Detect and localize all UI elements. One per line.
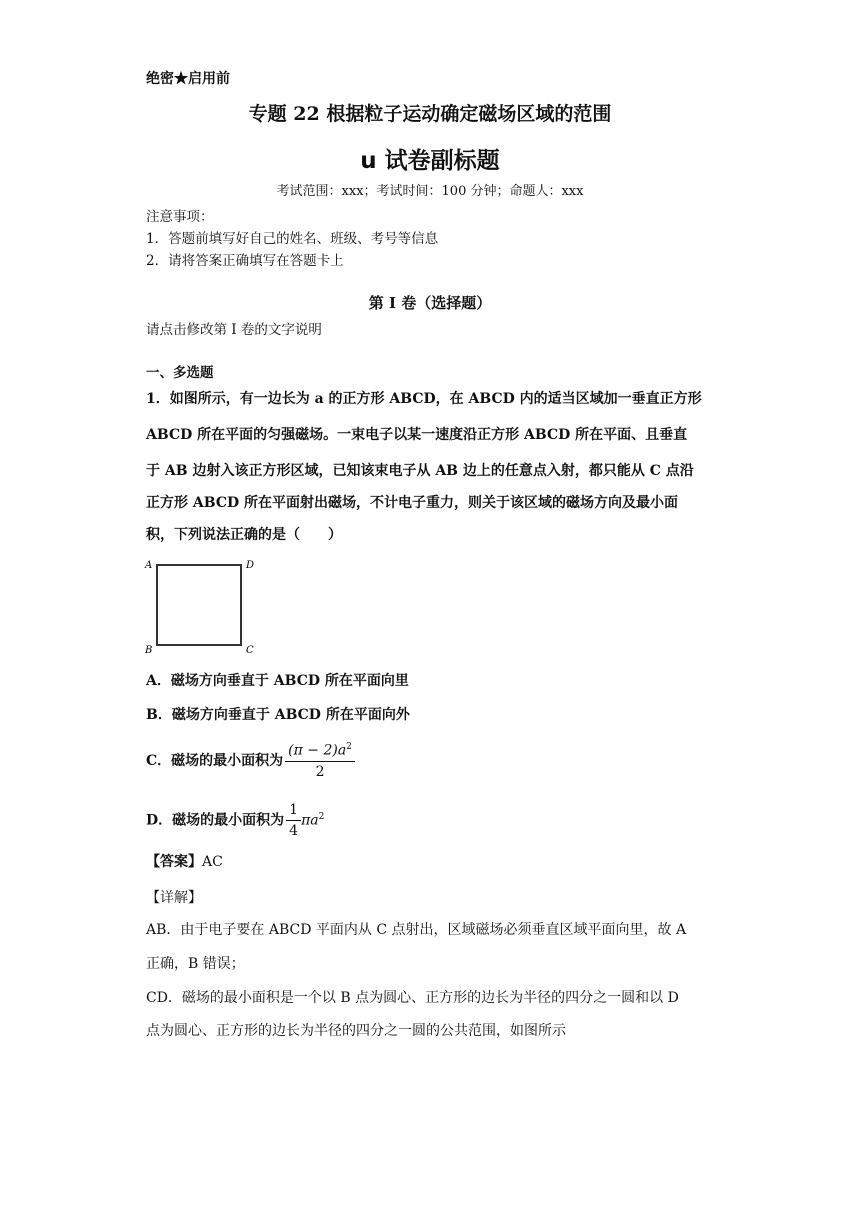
option-d-expression: πa [301, 812, 319, 829]
answer-line [146, 851, 223, 871]
option-b[interactable]: B．磁场方向垂直于 ABCD 所在平面向外 [146, 707, 410, 723]
detail-heading: 【详解】 [146, 890, 202, 906]
option-d-label: D．磁场的最小面积为 [146, 812, 285, 829]
fraction-denominator: 2 [315, 763, 325, 780]
option-d-fraction [286, 802, 301, 839]
fraction-denominator: 4 [289, 823, 299, 839]
explanation-line: 正确，B 错误； [146, 956, 245, 972]
answer-value: AC [202, 854, 223, 870]
notice-item: 2．请将答案正确填写在答题卡上 [146, 253, 344, 269]
document-title: 专题 22 根据粒子运动确定磁场区域的范围 [248, 103, 612, 125]
vertex-label-b: B [145, 645, 153, 656]
explanation-line: 点为圆心、正方形的边长为半径的四分之一圆的公共范围，如图所示 [146, 1023, 566, 1039]
notice-heading: 注意事项： [146, 209, 214, 225]
document-subtitle: u 试卷副标题 [360, 148, 500, 174]
option-c[interactable] [146, 742, 355, 780]
vertex-label-c: C [246, 645, 254, 656]
option-c-label: C．磁场的最小面积为 [146, 752, 284, 769]
fraction-numerator: (π − 2)a [288, 742, 347, 759]
fraction-numerator: 1 [286, 802, 301, 821]
square-abcd-figure [143, 553, 263, 657]
section-title: 一、多选题 [146, 365, 214, 381]
square-outline [157, 565, 241, 645]
notice-item: 1．答题前填写好自己的姓名、班级、考号等信息 [146, 231, 439, 247]
answer-label: 【答案】 [146, 854, 202, 870]
explanation-line: CD．磁场的最小面积是一个以 B 点为圆心、正方形的边长为半径的四分之一圆和以 D [146, 990, 679, 1006]
question-text-line: ABCD 所在平面的匀强磁场。一束电子以某一速度沿正方形 ABCD 所在平面、且垂直 [146, 427, 688, 443]
vertex-label-a: A [145, 560, 153, 571]
question-text-line: 于 AB 边射入该正方形区域，已知该束电子从 AB 边上的任意点入射，都只能从 C 点沿 [146, 463, 694, 479]
vertex-label-d: D [246, 560, 255, 571]
question-text-line: 积，下列说法正确的是（ ） [146, 527, 342, 543]
question-text-line: 1．如图所示，有一边长为 a 的正方形 ABCD，在 ABCD 内的适当区域加一垂直正方形 [146, 391, 702, 407]
part-title: 第 I 卷（选择题） [368, 294, 492, 312]
question-text-line: 正方形 ABCD 所在平面射出磁场，不计电子重力，则关于该区域的磁场方向及最小面 [146, 495, 678, 511]
option-a[interactable]: A．磁场方向垂直于 ABCD 所在平面向里 [146, 673, 409, 689]
explanation-line: AB．由于电子要在 ABCD 平面内从 C 点射出，区域磁场必须垂直区域平面向里，故 A [146, 922, 687, 938]
part-description: 请点击修改第 I 卷的文字说明 [146, 322, 322, 338]
option-d[interactable] [146, 802, 324, 839]
exponent: 2 [318, 811, 325, 822]
exam-info: 考试范围：xxx；考试时间：100 分钟；命题人：xxx [276, 184, 584, 199]
secret-label: 绝密★启用前 [146, 71, 230, 87]
option-c-fraction [285, 742, 355, 780]
exponent: 2 [346, 742, 352, 752]
